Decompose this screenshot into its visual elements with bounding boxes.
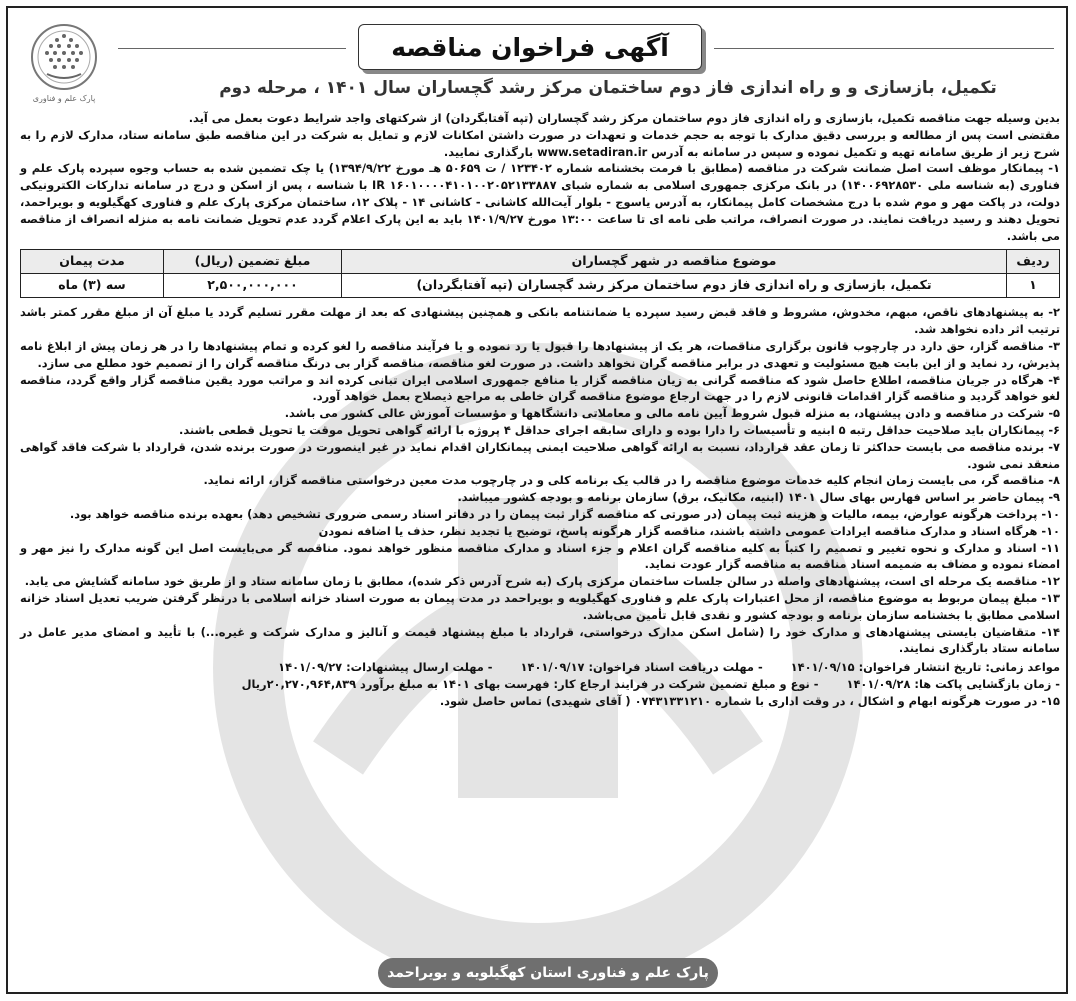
col-header-row-number: ردیف — [1007, 250, 1060, 274]
clause-7: ۷- برنده مناقصه می بایست حداکثر تا زمان عقد قرارداد، نسبت به ارائه گواهی صلاحیت ایمنی پیمانکاران اقدام نماید در غیر اینصورت در صورت برنده شدن، قرارداد با شرکت فاقد گواهی منعقد نمی شود. — [20, 439, 1060, 471]
page-title: آگهی فراخوان مناقصه — [358, 24, 702, 70]
deadlines-row-2 — [20, 676, 1060, 693]
table-row — [21, 274, 1060, 298]
clause-3: ۳- مناقصه گزار، حق دارد در چارچوب قانون برگزاری مناقصات، هر یک از پیشنهادها را قبول یا رد نموده و یا فرآیند مناقصه را لغو کرده و تمام پیشنهادها را در هر زمان پیش از ابلاغ نامه پذیرش، رد نماید و از این بابت هیچ مسئولیت و تعهدی در برابر مناقصه گران نخواهد داشت. در صورت لغو مناقصه، مناقصه گزار بی درنگ مناقصه گران را از تصمیم خود مطلع می سازد. — [20, 338, 1060, 370]
clause-4: ۴- هرگاه در جریان مناقصه، اطلاع حاصل شود که مناقصه گرانی به زیان مناقصه گزار یا منافع جمهوری اسلامی ایران تبانی کرده اند و مراتب مورد یقین مناقصه گزار واقع گردد، مناقصه لغو خواهد گردید و مناقصه گزار اقدامات قانونی لازم را در جهت ارجاع موضوع مناقصه گران خاطی به مراجع ذیصلاح بعمل خواهد آورد. — [20, 372, 1060, 404]
deadlines — [20, 659, 1060, 693]
intro-line: مقتضی است پس از مطالعه و بررسی دقیق مدارک با توجه به حجم خدمات و تعهدات در صورت داشتن امکانات لازم و تمایل به شرکت در این مناقصه طبق سامانه ستاد، مدارک لازم را به شرح زیر از طریق سامانه تهیه و تکمیل نموده و سپس در سامانه به آدرس www.setadiran.ir بارگذاری نمایید. — [20, 127, 1060, 159]
clause-10: ۱۰- پرداخت هرگونه عوارض، بیمه، مالیات و هزینه ثبت پیمان (در صورتی که مناقصه گزار ثبت پیمان را در دفاتر اسناد رسمی ضروری تشخیص دهد) بعهده برنده مناقصه خواهد بود. — [69, 506, 1060, 521]
logo-caption: پارک علم و فناوری — [32, 94, 96, 103]
guarantee-type: - نوع و مبلغ تضمین شرکت در فرایند ارجاع کار: فهرست بهای ۱۴۰۱ به مبلغ برآورد ۲۰,۲۷۰,۹۶۴,۸۳۹ریال — [241, 676, 819, 691]
clause-15: ۱۵- در صورت هرگونه ابهام و اشکال ، در وقت اداری با شماره ۰۷۴۳۱۳۳۱۲۱۰ ( آقای شهیدی) تماس حاصل شود. — [439, 693, 1060, 708]
col-header-duration: مدت پیمان — [21, 250, 164, 274]
park-logo — [22, 22, 106, 118]
table-header-row — [21, 250, 1060, 274]
cell-guarantee: ۲,۵۰۰,۰۰۰,۰۰۰ — [164, 274, 342, 298]
tender-notice — [6, 6, 1068, 994]
clause-2: ۲- به پیشنهادهای ناقص، مبهم، مخدوش، مشروط و فاقد قبض رسید سپرده یا ضمانتنامه بانکی و همچنین پیشنهادی که بعد از مهلت مقرر تسلیم گردد یا مبلغ آن از مبلغ مقرر کمتر باشد ترتیب اثر داده نخواهد شد. — [20, 305, 1060, 337]
clause-10b: ۱۰- هرگاه اسناد و مدارک مناقصه ایرادات عمومی داشته باشند، مناقصه گزار هرگونه پاسخ، توضیح یا تجدید نظر، حذف یا اضافه نمودن — [318, 523, 1060, 538]
page-subtitle: تکمیل، بازسازی و و راه اندازی فاز دوم ساختمان مرکز رشد گچساران سال ۱۴۰۱ ، مرحله دوم — [219, 78, 997, 98]
tender-table — [20, 249, 1060, 298]
notice-body — [20, 110, 1060, 710]
cell-subject: تکمیل، بازسازی و راه اندازی فاز دوم ساختمان مرکز رشد گچساران (تپه آفتابگردان) — [342, 274, 1007, 298]
submit-deadline: - مهلت ارسال پیشنهادات: ۱۴۰۱/۰۹/۲۷ — [278, 660, 493, 675]
col-header-guarantee: مبلغ تضمین (ریال) — [164, 250, 342, 274]
clause-8: ۸- مناقصه گر، می بایست زمان انجام کلیه خدمات موضوع مناقصه را در قالب یک برنامه کلی و در چارچوب مدت معین درخواستی مناقصه گزار، ارائه نماید. — [203, 473, 1060, 488]
clause-11: ۱۱- اسناد و مدارک و نحوه تغییر و تصمیم را کتباً به کلیه مناقصه گران اعلام و جزء اسناد و مدارک مناقصه منظور خواهد نمود. مناقصه گر می‌بایست اصل این گونه مدارک را نیز مهر و امضاء نموده و مضاف به ضمیمه اسناد مناقصه به مناقصه گزار عودت نماید. — [20, 540, 1060, 572]
receive-docs-deadline: - مهلت دریافت اسناد فراخوان: ۱۴۰۱/۰۹/۱۷ — [520, 660, 763, 675]
clause-14: ۱۴- متقاضیان بایستی پیشنهادهای و مدارک خود را (شامل اسکن مدارک درخواستی، قرارداد با مبلغ پیشنهاد قیمت و آنالیز و مدارک شرکت و غیره...) با تأیید و امضای مدیر عامل در سامانه ستاد بارگذاری نمایند. — [20, 624, 1060, 656]
clause-9: ۹- پیمان حاضر بر اساس فهارس بهای سال ۱۴۰۱ (ابنیه، مکانیک، برق) سازمان برنامه و بودجه کشور میباشد. — [457, 490, 1060, 505]
intro-line: بدین وسیله جهت مناقصه تکمیل، بازسازی و راه اندازی فاز دوم ساختمان مرکز رشد گچساران (تپه آفتابگردان) از شرکتهای واجد شرایط دعوت بعمل می آید. — [188, 111, 1060, 125]
park-logo-icon — [29, 22, 99, 92]
clause-13: ۱۳- مبلغ پیمان مربوط به موضوع مناقصه، از محل اعتبارات پارک علم و فناوری کهگیلویه و بویراحمد در مدت پیمان به صورت اسناد خزانه اسلامی با درنظر گرفتن ضریب تعدیل اسناد خزانه اسلامی مطابق با بخشنامه سازمان برنامه و بودجه کشور و نقدی قابل تأمین می‌باشد. — [20, 590, 1060, 622]
title-rule-left — [118, 48, 346, 49]
publish-date: مواعد زمانی: تاریخ انتشار فراخوان: ۱۴۰۱/۰۹/۱۵ — [790, 660, 1060, 675]
title-rule-right — [714, 48, 1054, 49]
clause-1: ۱- پیمانکار موظف است اصل ضمانت شرکت در مناقصه (مطابق با فرمت بخشنامه شماره ۱۲۳۴۰۲ / ت ۵۰۶۵۹ هـ مورخ ۱۳۹۴/۹/۲۲) یا چک تضمین شده به حساب وجوه سپرده پارک علم و فناوری (به شناسه ملی ۱۴۰۰۶۹۲۸۵۳۰) در بانک مرکزی جمهوری اسلامی به شماره شبای IR ۱۶۰۱۰۰۰۰۴۱۰۱۰۰۲۰۵۲۱۳۳۸۸۷ با شناسه ، پس از اسکن و درج در سامانه تدارکات الکترونیکی دولت، در پاکت مهر و موم شده با درج مشخصات کامل پیمانکار، به آدرس یاسوج - بلوار آیت‌الله کاشانی - کاشانی ۱۴ - پلاک ۱۲، ساختمان مرکزی پارک علم و فناوری کهگیلویه و بویراحمد، تحویل دهند و رسید دریافت نمایند. در صورت انصراف، مراتب طی نامه ای تا ساعت ۱۳:۰۰ مورخ ۱۴۰۱/۹/۲۷ باید به این پارک اعلام گردد عدم تحویل ضمانت نامه به منزله انصراف از مناقصه می باشد. — [20, 161, 1061, 243]
footer-organization: پارک علم و فناوری استان کهگیلویه و بویراحمد — [378, 958, 718, 988]
clause-12: ۱۲- مناقصه یک مرحله ای است، پیشنهادهای واصله در سالن جلسات ساختمان مرکزی پارک (به شرح آدرس ذکر شده)، مطابق با زمان سامانه ستاد و از طریق خود سامانه گشایش می یابد. — [24, 574, 1060, 589]
clause-6: ۶- پیمانکاران باید صلاحیت حداقل رتبه ۵ ابنیه و تأسیسات را دارا بوده و دارای سابقه اجرای حداقل ۴ پروژه با ارائه گواهی تحویل موقت یا تحویل قطعی باشند. — [179, 422, 1060, 437]
opening-date: - زمان بازگشایی پاکت ها: ۱۴۰۱/۰۹/۲۸ — [846, 676, 1060, 691]
deadlines-row-1 — [20, 659, 1060, 676]
clause-5: ۵- شرکت در مناقصه و دادن پیشنهاد، به منزله قبول شروط آیین نامه مالی و معاملاتی دانشگاهها و مؤسسات آموزش عالی کشور می باشد. — [284, 406, 1060, 421]
cell-duration: سه (۳) ماه — [21, 274, 164, 298]
cell-row-number: ۱ — [1007, 274, 1060, 298]
col-header-subject: موضوع مناقصه در شهر گچساران — [342, 250, 1007, 274]
